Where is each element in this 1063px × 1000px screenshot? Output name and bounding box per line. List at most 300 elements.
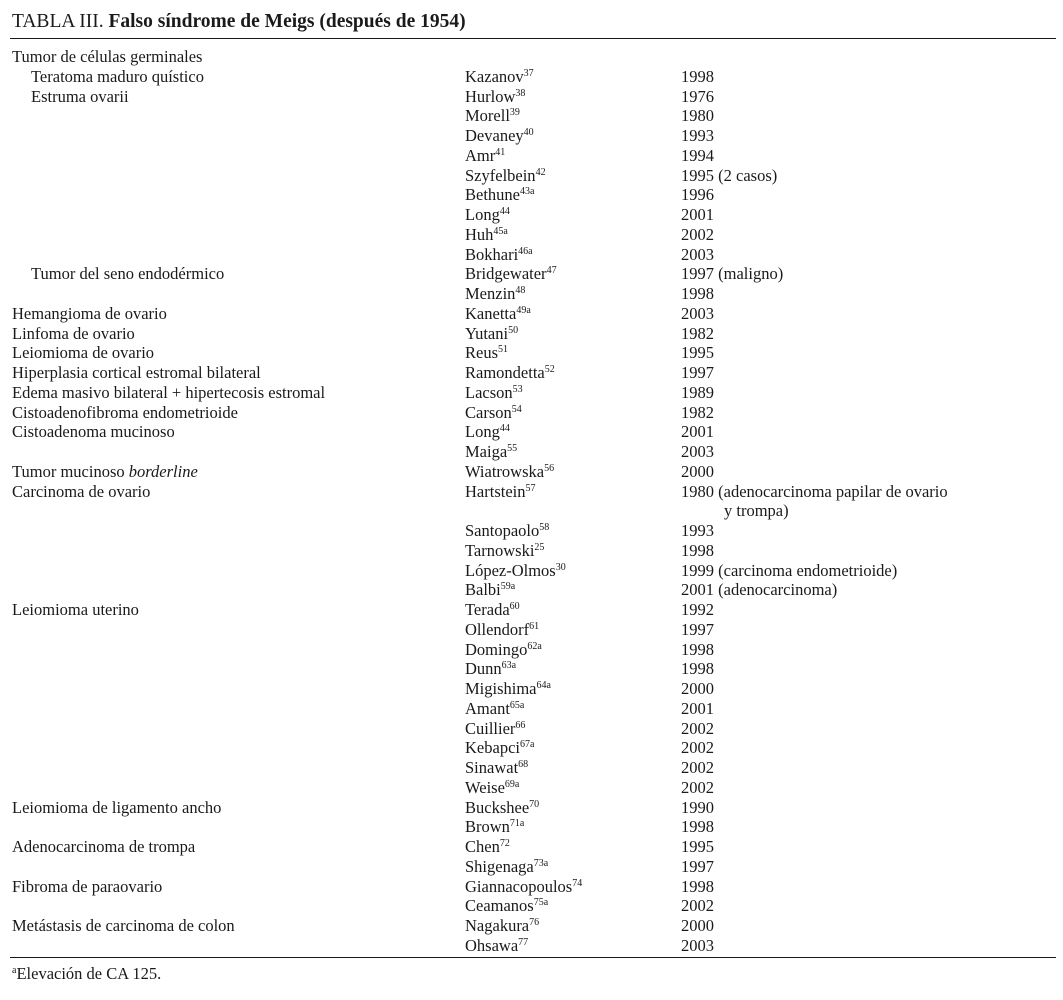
year-cell bbox=[681, 659, 1021, 679]
author-name: Maiga bbox=[465, 442, 508, 461]
year-value: 1997 bbox=[681, 264, 714, 284]
author-cell bbox=[465, 403, 522, 423]
reference-number: 49a bbox=[516, 304, 531, 316]
author-cell bbox=[465, 284, 525, 304]
reference-number: 43a bbox=[520, 186, 535, 198]
year-value: 1999 bbox=[681, 560, 714, 580]
year-value: 1997 bbox=[681, 856, 714, 876]
reference-number: 72 bbox=[499, 838, 510, 849]
author-cell bbox=[465, 600, 520, 620]
reference-number: 48 bbox=[515, 285, 526, 296]
table-row bbox=[0, 640, 1063, 660]
year-cell bbox=[681, 738, 1021, 758]
author-cell bbox=[465, 857, 548, 877]
year-cell bbox=[681, 146, 1021, 166]
year-cell bbox=[681, 679, 1021, 699]
table-row bbox=[0, 166, 1063, 186]
table-row bbox=[0, 205, 1063, 225]
year-value: 1976 bbox=[681, 86, 714, 106]
reference-number: 60 bbox=[509, 601, 520, 612]
table-row bbox=[0, 383, 1063, 403]
year-value: 2000 bbox=[681, 916, 714, 935]
year-cell bbox=[681, 837, 1021, 857]
table-row bbox=[0, 719, 1063, 739]
reference-number: 51 bbox=[498, 344, 508, 356]
year-value: 2000 bbox=[681, 679, 714, 698]
year-value: 2001 bbox=[681, 422, 714, 442]
author-name: Carson bbox=[465, 402, 512, 422]
year-value: 2003 bbox=[681, 303, 714, 323]
author-cell bbox=[465, 482, 535, 502]
table-row bbox=[0, 284, 1063, 304]
author-name: Balbi bbox=[465, 580, 501, 600]
year-value: 2003 bbox=[681, 244, 714, 264]
author-cell bbox=[465, 126, 534, 146]
reference-number: 25 bbox=[534, 541, 545, 553]
table-row bbox=[0, 185, 1063, 205]
author-cell bbox=[465, 758, 528, 778]
table-row bbox=[0, 541, 1063, 561]
table-row bbox=[0, 225, 1063, 245]
author-name: Hartstein bbox=[465, 481, 526, 501]
author-name: Long bbox=[465, 205, 500, 224]
table-row bbox=[0, 561, 1063, 581]
category-text: Leiomioma de ovario bbox=[12, 343, 155, 363]
author-cell bbox=[465, 87, 525, 107]
table-row bbox=[0, 67, 1063, 87]
category-cell bbox=[12, 363, 261, 383]
category-cell bbox=[12, 403, 238, 423]
author-name: Reus bbox=[465, 343, 498, 363]
year-value: 1995 bbox=[681, 837, 714, 856]
year-cell bbox=[681, 324, 1021, 344]
reference-number: 64a bbox=[536, 680, 551, 691]
category-cell bbox=[31, 67, 204, 87]
reference-number: 52 bbox=[544, 364, 555, 375]
reference-number: 67a bbox=[519, 739, 535, 751]
table-row bbox=[0, 146, 1063, 166]
table-footnote bbox=[12, 964, 161, 984]
author-cell bbox=[465, 343, 508, 363]
year-value: 2002 bbox=[681, 738, 714, 758]
year-cell bbox=[681, 343, 1021, 363]
author-cell bbox=[465, 383, 523, 403]
author-name: Chen bbox=[465, 837, 500, 856]
table-row bbox=[0, 47, 1063, 67]
author-name: Wiatrowska bbox=[465, 461, 545, 481]
year-value: 1998 bbox=[681, 639, 714, 659]
table-row bbox=[0, 758, 1063, 778]
year-value: 1998 bbox=[681, 284, 714, 303]
reference-number: 41 bbox=[495, 146, 506, 158]
author-name: Amant bbox=[465, 698, 510, 718]
table-row bbox=[0, 620, 1063, 640]
year-cell bbox=[681, 422, 1021, 442]
author-name: Cuillier bbox=[465, 718, 516, 738]
reference-number: 75a bbox=[533, 897, 549, 909]
year-value: 1980 bbox=[681, 481, 714, 501]
author-name: Weise bbox=[465, 777, 505, 797]
year-value: 2002 bbox=[681, 896, 714, 916]
year-cell bbox=[681, 896, 1021, 916]
year-cell bbox=[681, 620, 1021, 640]
category-text: Hemangioma de ovario bbox=[12, 303, 167, 323]
year-value: 1998 bbox=[681, 817, 714, 837]
category-cell bbox=[12, 422, 175, 442]
year-value: 2001 bbox=[681, 205, 714, 224]
table-row bbox=[0, 363, 1063, 383]
table-row bbox=[0, 679, 1063, 699]
author-cell bbox=[465, 699, 524, 719]
table-row bbox=[0, 87, 1063, 107]
category-cell bbox=[12, 916, 235, 936]
author-cell bbox=[465, 778, 519, 798]
year-cell bbox=[681, 580, 1021, 600]
year-cell bbox=[681, 403, 1021, 423]
table-row bbox=[0, 126, 1063, 146]
author-cell bbox=[465, 264, 557, 284]
year-note: (adenocarcinoma) bbox=[718, 580, 838, 600]
year-value: 2002 bbox=[681, 777, 714, 797]
author-name: Bokhari bbox=[465, 244, 519, 264]
category-cell bbox=[12, 600, 139, 620]
table-row bbox=[0, 442, 1063, 462]
table-row bbox=[0, 817, 1063, 837]
author-cell bbox=[465, 225, 508, 245]
year-cell bbox=[681, 936, 1021, 956]
year-cell bbox=[681, 284, 1021, 304]
year-cell bbox=[681, 245, 1021, 265]
table-row bbox=[0, 699, 1063, 719]
year-value: 2002 bbox=[681, 758, 714, 777]
category-cell bbox=[12, 324, 135, 344]
author-cell bbox=[465, 936, 528, 956]
author-name: Dunn bbox=[465, 659, 502, 679]
author-name: Morell bbox=[465, 106, 510, 126]
reference-number: 65a bbox=[509, 699, 525, 711]
author-name: Ramondetta bbox=[465, 363, 545, 382]
author-cell bbox=[465, 166, 546, 186]
year-cell bbox=[681, 719, 1021, 739]
category-text: Tumor de células germinales bbox=[12, 47, 203, 66]
author-name: Santopaolo bbox=[465, 521, 540, 540]
table-row bbox=[0, 896, 1063, 916]
year-value: 1990 bbox=[681, 797, 714, 817]
table-row bbox=[0, 343, 1063, 363]
category-cell bbox=[12, 798, 221, 818]
author-cell bbox=[465, 462, 554, 482]
reference-number: 76 bbox=[529, 917, 540, 928]
category-cell bbox=[12, 462, 198, 482]
category-text: Edema masivo bilateral + hipertecosis estromal bbox=[12, 382, 326, 402]
year-cell bbox=[681, 225, 1021, 245]
year-note: (maligno) bbox=[718, 264, 784, 284]
author-name: Terada bbox=[465, 600, 510, 619]
year-note: (adenocarcinoma papilar de ovario bbox=[718, 481, 948, 501]
author-cell bbox=[465, 659, 516, 679]
year-value: 1982 bbox=[681, 402, 714, 422]
reference-number: 63a bbox=[501, 660, 517, 672]
year-value: 1998 bbox=[681, 659, 714, 679]
table-row bbox=[0, 521, 1063, 541]
year-cell bbox=[681, 541, 1021, 561]
author-cell bbox=[465, 422, 510, 442]
author-cell bbox=[465, 363, 555, 383]
year-value: 1998 bbox=[681, 876, 714, 896]
year-cell bbox=[681, 916, 1021, 936]
author-name: Huh bbox=[465, 224, 494, 244]
author-name: Nagakura bbox=[465, 916, 530, 935]
reference-number: 73a bbox=[533, 857, 549, 869]
year-value: 2001 bbox=[681, 698, 714, 718]
author-name: Hurlow bbox=[465, 86, 516, 106]
category-cell bbox=[12, 47, 202, 67]
table-row bbox=[0, 580, 1063, 600]
table-title: Falso síndrome de Meigs (después de 1954) bbox=[108, 11, 466, 32]
reference-number: 50 bbox=[508, 324, 519, 336]
bottom-rule bbox=[10, 957, 1056, 958]
year-cell bbox=[681, 561, 1021, 581]
year-value: 2003 bbox=[681, 442, 714, 461]
category-cell bbox=[12, 383, 325, 403]
table-row bbox=[0, 798, 1063, 818]
year-cell bbox=[681, 778, 1021, 798]
reference-number: 57 bbox=[525, 482, 536, 494]
author-name: Kanetta bbox=[465, 303, 517, 323]
table-row bbox=[0, 837, 1063, 857]
table-row bbox=[0, 877, 1063, 897]
author-cell bbox=[465, 916, 539, 936]
table-row bbox=[0, 738, 1063, 758]
author-name: Kebapci bbox=[465, 738, 520, 758]
category-cell bbox=[31, 264, 224, 284]
reference-number: 55 bbox=[507, 443, 518, 454]
year-cell bbox=[681, 383, 1021, 403]
table-row bbox=[0, 403, 1063, 423]
author-cell bbox=[465, 620, 539, 640]
author-name: Bridgewater bbox=[465, 264, 547, 284]
author-cell bbox=[465, 798, 539, 818]
table-label: TABLA III. bbox=[12, 11, 104, 32]
author-name: Kazanov bbox=[465, 66, 524, 86]
category-text: Leiomioma de ligamento ancho bbox=[12, 797, 222, 817]
author-cell bbox=[465, 877, 582, 897]
author-cell bbox=[465, 837, 510, 857]
year-cell bbox=[681, 482, 1021, 522]
reference-number: 54 bbox=[511, 403, 522, 415]
year-cell bbox=[681, 304, 1021, 324]
author-name: Buckshee bbox=[465, 797, 530, 817]
year-cell bbox=[681, 798, 1021, 818]
footnote-marker: a bbox=[12, 965, 17, 976]
author-cell bbox=[465, 580, 515, 600]
author-name: Ohsawa bbox=[465, 935, 519, 955]
year-cell bbox=[681, 640, 1021, 660]
category-cell bbox=[12, 304, 167, 324]
year-cell bbox=[681, 462, 1021, 482]
reference-number: 59a bbox=[500, 581, 516, 593]
table-row bbox=[0, 778, 1063, 798]
category-text: Fibroma de paraovario bbox=[12, 876, 163, 896]
category-text: Linfoma de ovario bbox=[12, 323, 135, 343]
category-text: Adenocarcinoma de trompa bbox=[12, 837, 196, 856]
year-value: 1993 bbox=[681, 521, 714, 540]
author-name: Amr bbox=[465, 145, 496, 165]
category-cell bbox=[12, 482, 150, 502]
year-cell bbox=[681, 817, 1021, 837]
author-cell bbox=[465, 521, 549, 541]
year-value: 1992 bbox=[681, 600, 714, 619]
reference-number: 68 bbox=[518, 759, 529, 770]
category-cell bbox=[12, 343, 154, 363]
table-row bbox=[0, 106, 1063, 126]
author-name: Domingo bbox=[465, 639, 528, 659]
reference-number: 69a bbox=[504, 778, 520, 790]
author-name: Brown bbox=[465, 817, 510, 837]
author-cell bbox=[465, 541, 544, 561]
author-name: Giannacopoulos bbox=[465, 876, 573, 896]
year-cell bbox=[681, 87, 1021, 107]
year-value: 2002 bbox=[681, 718, 714, 738]
author-name: Lacson bbox=[465, 382, 513, 402]
year-value: 1995 bbox=[681, 343, 714, 363]
footnote-text: Elevación de CA 125. bbox=[16, 964, 162, 983]
year-value: 2002 bbox=[681, 224, 714, 244]
year-cell bbox=[681, 166, 1021, 186]
year-cell bbox=[681, 363, 1021, 383]
year-value: 1989 bbox=[681, 382, 714, 402]
table-row bbox=[0, 916, 1063, 936]
author-name: Szyfelbein bbox=[465, 165, 536, 185]
author-name: Yutani bbox=[465, 323, 509, 343]
reference-number: 45a bbox=[493, 225, 508, 237]
category-cell bbox=[12, 837, 195, 857]
table-row bbox=[0, 324, 1063, 344]
table-row bbox=[0, 422, 1063, 442]
author-cell bbox=[465, 719, 525, 739]
table-row bbox=[0, 264, 1063, 284]
year-value: 1993 bbox=[681, 126, 714, 145]
table-caption bbox=[12, 10, 466, 34]
reference-number: 58 bbox=[539, 522, 550, 533]
reference-number: 53 bbox=[512, 383, 523, 395]
reference-number: 37 bbox=[523, 67, 534, 79]
year-value: 1997 bbox=[681, 619, 714, 639]
year-cell bbox=[681, 521, 1021, 541]
category-text: Carcinoma de ovario bbox=[12, 481, 151, 501]
year-value: 1980 bbox=[681, 106, 714, 126]
year-value: 1998 bbox=[681, 540, 714, 560]
author-name: Migishima bbox=[465, 679, 537, 698]
year-value: 2000 bbox=[681, 461, 714, 481]
author-cell bbox=[465, 679, 551, 699]
year-note: (2 casos) bbox=[718, 165, 778, 185]
year-note: (carcinoma endometrioide) bbox=[718, 560, 898, 580]
author-name: Shigenaga bbox=[465, 856, 534, 876]
table-row bbox=[0, 462, 1063, 482]
table-row bbox=[0, 857, 1063, 877]
year-value: 1982 bbox=[681, 323, 714, 343]
category-text: Tumor mucinoso bbox=[12, 461, 125, 481]
year-cell bbox=[681, 758, 1021, 778]
year-cell bbox=[681, 699, 1021, 719]
author-cell bbox=[465, 205, 510, 225]
reference-number: 56 bbox=[544, 462, 555, 474]
table-row bbox=[0, 245, 1063, 265]
author-cell bbox=[465, 738, 534, 758]
reference-number: 66 bbox=[515, 719, 526, 731]
reference-number: 77 bbox=[518, 936, 529, 948]
author-cell bbox=[465, 67, 534, 87]
year-cell bbox=[681, 264, 1021, 284]
author-cell bbox=[465, 640, 542, 660]
table-row bbox=[0, 482, 1063, 522]
year-cell bbox=[681, 67, 1021, 87]
author-name: Ceamanos bbox=[465, 896, 534, 916]
reference-number: 62a bbox=[527, 640, 542, 652]
author-cell bbox=[465, 324, 518, 344]
year-value: 1998 bbox=[681, 66, 714, 86]
reference-number: 61 bbox=[529, 620, 540, 632]
year-value: 1997 bbox=[681, 363, 714, 382]
category-text: Hiperplasia cortical estromal bilateral bbox=[12, 363, 261, 382]
author-cell bbox=[465, 817, 524, 837]
year-cell bbox=[681, 877, 1021, 897]
reference-number: 38 bbox=[515, 87, 526, 99]
author-cell bbox=[465, 146, 505, 166]
year-value: 1996 bbox=[681, 185, 714, 205]
author-name: Tarnowski bbox=[465, 540, 535, 560]
year-note-continued: y trompa) bbox=[724, 501, 789, 521]
year-value: 1995 bbox=[681, 165, 714, 185]
year-cell bbox=[681, 185, 1021, 205]
author-cell bbox=[465, 442, 517, 462]
author-cell bbox=[465, 185, 534, 205]
category-cell bbox=[31, 87, 129, 107]
reference-number: 47 bbox=[546, 265, 557, 277]
author-name: Long bbox=[465, 422, 500, 442]
category-text: Metástasis de carcinoma de colon bbox=[12, 916, 235, 935]
category-text: Cistoadenofibroma endometrioide bbox=[12, 402, 238, 422]
reference-number: 44 bbox=[499, 206, 510, 217]
author-name: Devaney bbox=[465, 126, 524, 145]
year-cell bbox=[681, 106, 1021, 126]
table-row bbox=[0, 304, 1063, 324]
author-cell bbox=[465, 896, 548, 916]
reference-number: 74 bbox=[572, 877, 583, 889]
author-cell bbox=[465, 561, 566, 581]
reference-number: 71a bbox=[509, 818, 525, 830]
year-value: 2001 bbox=[681, 580, 714, 600]
table-row bbox=[0, 936, 1063, 956]
top-rule bbox=[10, 38, 1056, 39]
author-cell bbox=[465, 304, 531, 324]
author-name: Menzin bbox=[465, 284, 516, 303]
reference-number: 42 bbox=[535, 166, 546, 178]
author-name: Bethune bbox=[465, 185, 520, 205]
author-cell bbox=[465, 106, 520, 126]
category-text: Tumor del seno endodérmico bbox=[31, 264, 225, 284]
year-value: 2003 bbox=[681, 935, 714, 955]
year-cell bbox=[681, 600, 1021, 620]
author-cell bbox=[465, 245, 533, 265]
reference-number: 70 bbox=[529, 798, 540, 810]
author-name: López-Olmos bbox=[465, 560, 556, 580]
reference-number: 46a bbox=[518, 245, 533, 257]
category-text: Teratoma maduro quístico bbox=[31, 66, 204, 86]
table-body bbox=[0, 47, 1063, 956]
year-cell bbox=[681, 205, 1021, 225]
